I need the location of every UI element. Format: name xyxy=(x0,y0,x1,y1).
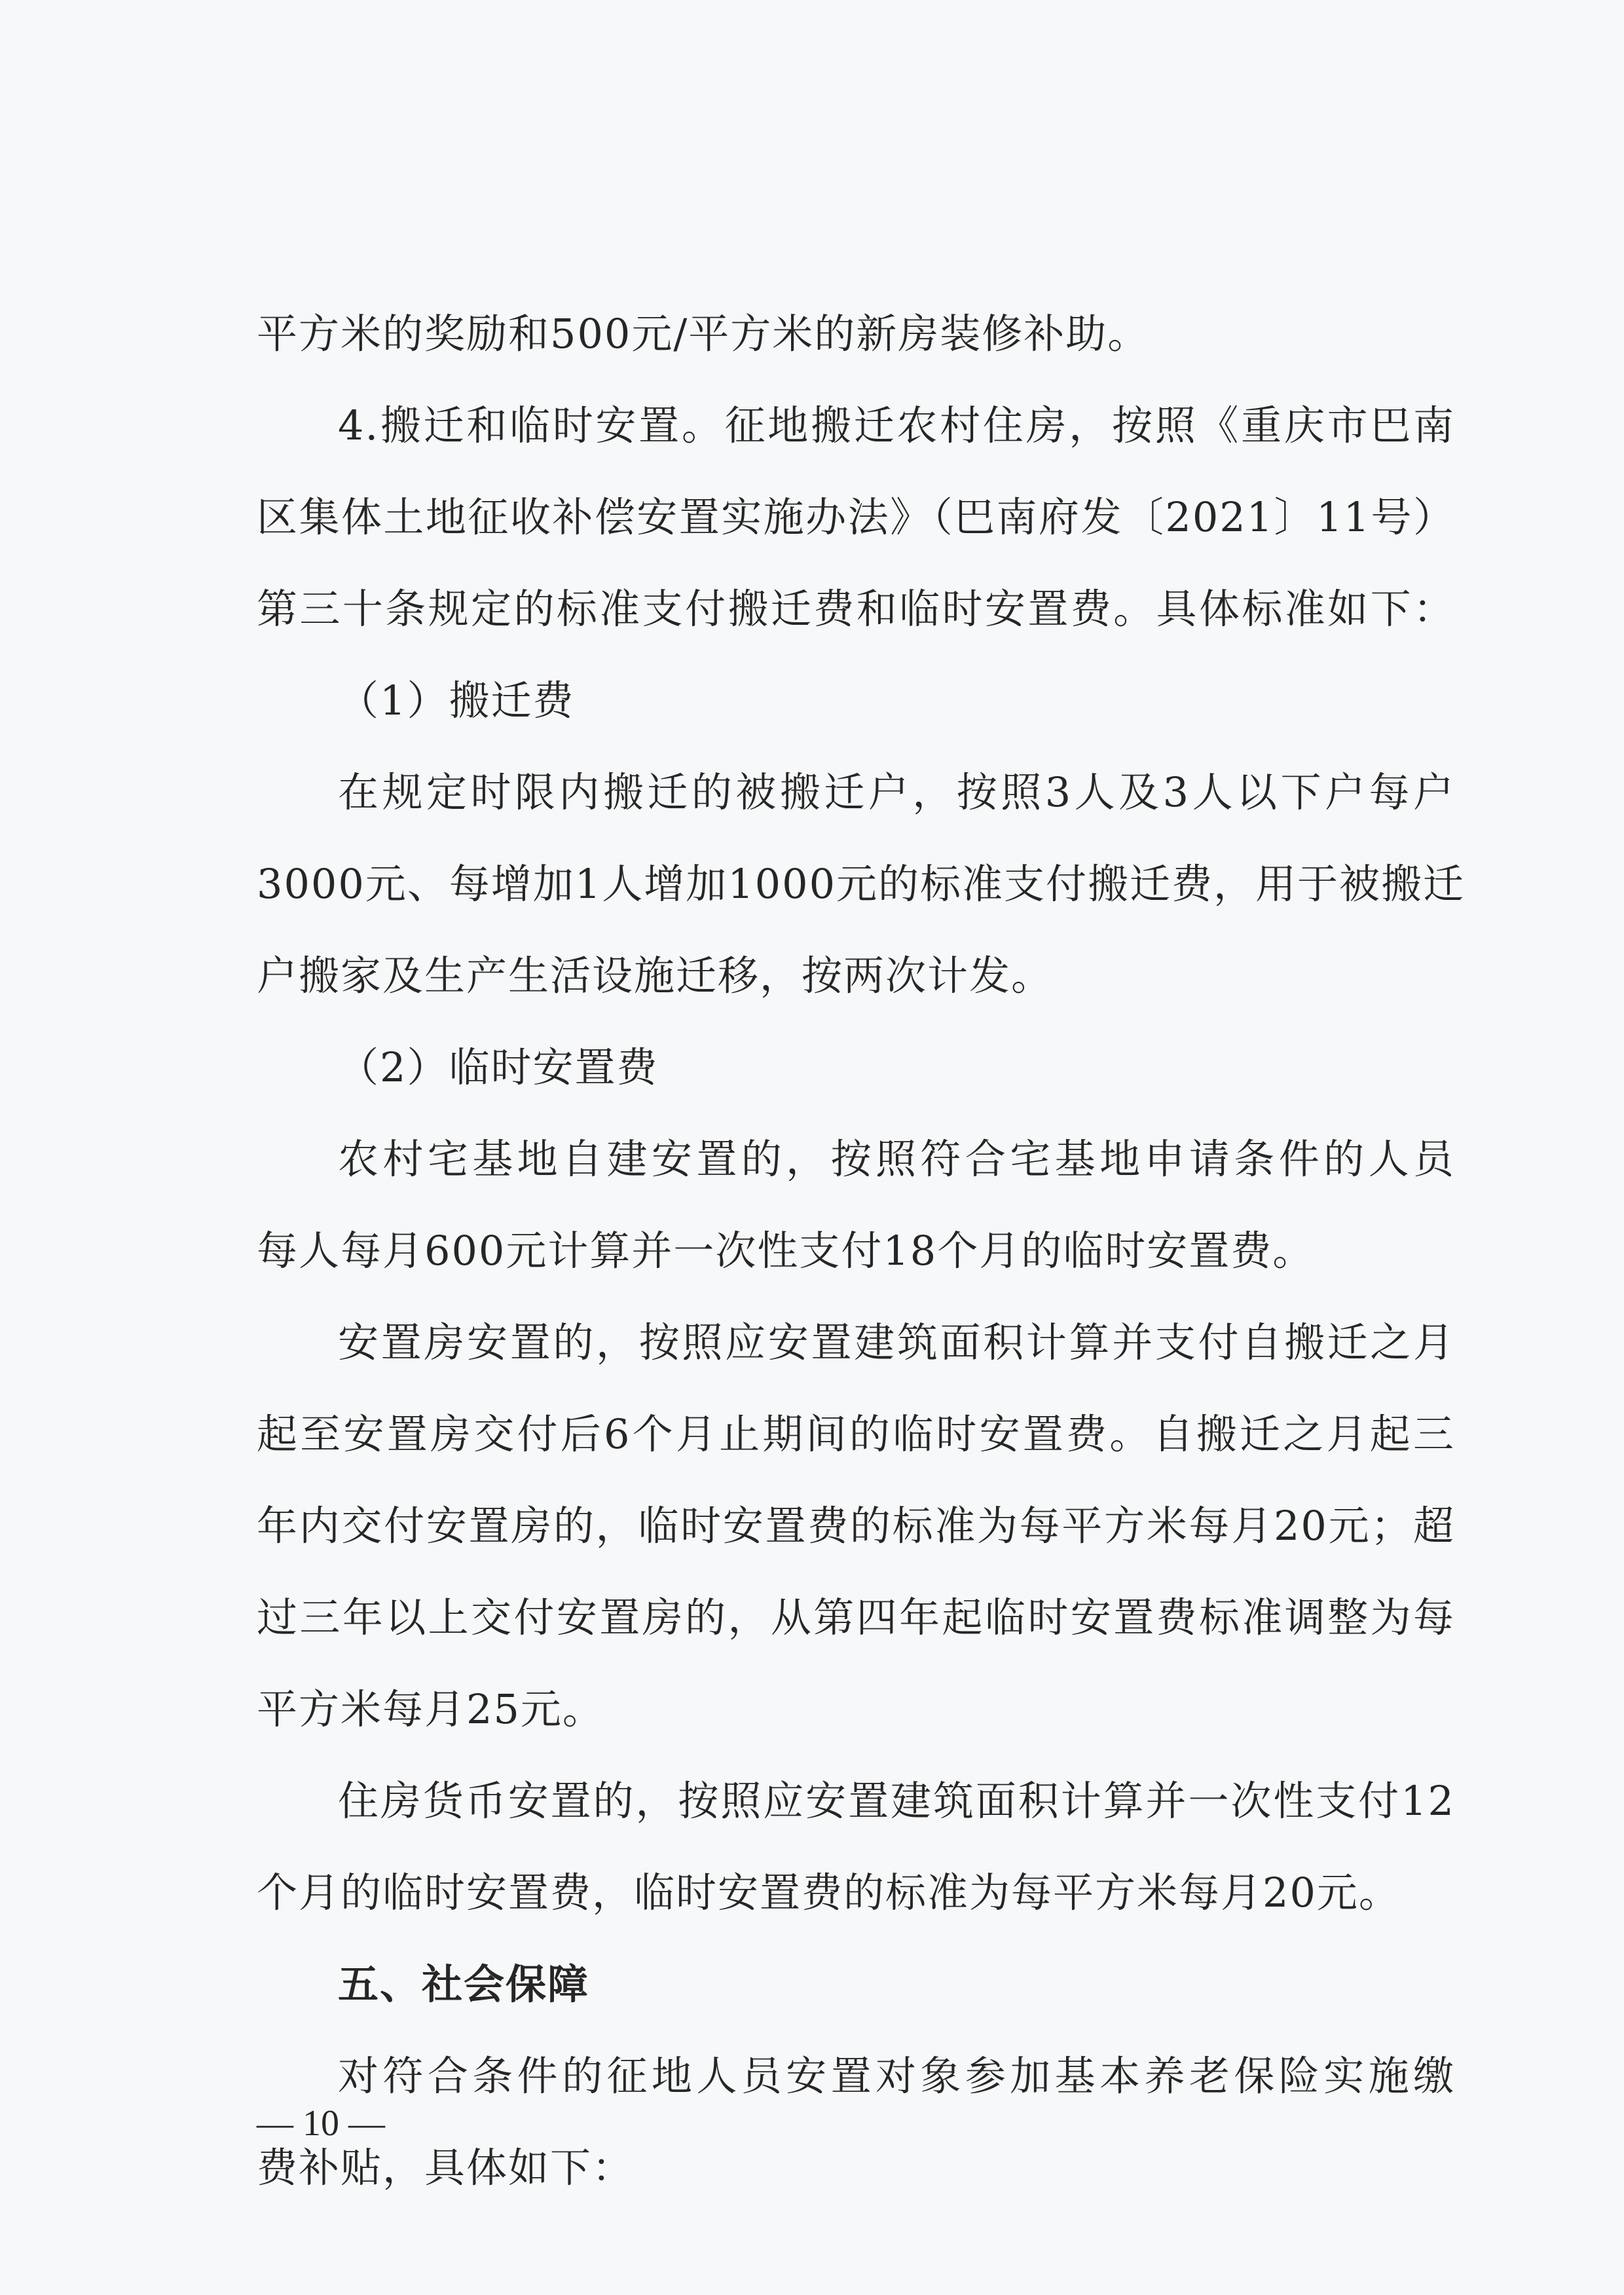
subheading-line: （2）临时安置费 xyxy=(338,1043,659,1091)
paragraph-line: 每人每月600元计算并一次性支付18个月的临时安置费。 xyxy=(257,1227,1315,1275)
paragraph-line: 安置房安置的，按照应安置建筑面积计算并支付自搬迁之月 xyxy=(338,1318,1455,1366)
paragraph-line: 区集体土地征收补偿安置实施办法》（巴南府发〔2021〕11号） xyxy=(257,493,1455,541)
subheading-line: （1）搬迁费 xyxy=(338,677,575,724)
paragraph-line: 农村宅基地自建安置的，按照符合宅基地申请条件的人员 xyxy=(338,1135,1455,1183)
page-number: — 10 — xyxy=(257,2103,385,2144)
section-heading: 五、社会保障 xyxy=(338,1960,590,2008)
paragraph-line: 过三年以上交付安置房的，从第四年起临时安置费标准调整为每 xyxy=(257,1594,1455,1641)
paragraph-line: 对符合条件的征地人员安置对象参加基本养老保险实施缴 xyxy=(338,2052,1455,2100)
paragraph-line: 起至安置房交付后6个月止期间的临时安置费。自搬迁之月起三 xyxy=(257,1410,1455,1458)
paragraph-line: 在规定时限内搬迁的被搬迁户，按照3人及3人以下户每户 xyxy=(338,768,1455,816)
paragraph-line: 个月的临时安置费，临时安置费的标准为每平方米每月20元。 xyxy=(257,1869,1401,1916)
paragraph-line: 年内交付安置房的，临时安置费的标准为每平方米每月20元；超 xyxy=(257,1502,1455,1550)
body-text xyxy=(257,288,1466,2214)
paragraph-line: 费补贴，具体如下： xyxy=(257,2144,635,2192)
paragraph-line: 3000元、每增加1人增加1000元的标准支付搬迁费，用于被搬迁 xyxy=(257,860,1466,908)
paragraph-line: 4.搬迁和临时安置。征地搬迁农村住房，按照《重庆市巴南 xyxy=(338,401,1455,449)
paragraph-line: 户搬家及生产生活设施迁移，按两次计发。 xyxy=(257,952,1054,999)
paragraph-line: 平方米的奖励和500元/平方米的新房装修补助。 xyxy=(257,310,1150,358)
paragraph-line: 住房货币安置的，按照应安置建筑面积计算并一次性支付12 xyxy=(338,1777,1455,1825)
paragraph-line: 第三十条规定的标准支付搬迁费和临时安置费。具体标准如下： xyxy=(257,585,1455,633)
paragraph-line: 平方米每月25元。 xyxy=(257,1685,604,1733)
